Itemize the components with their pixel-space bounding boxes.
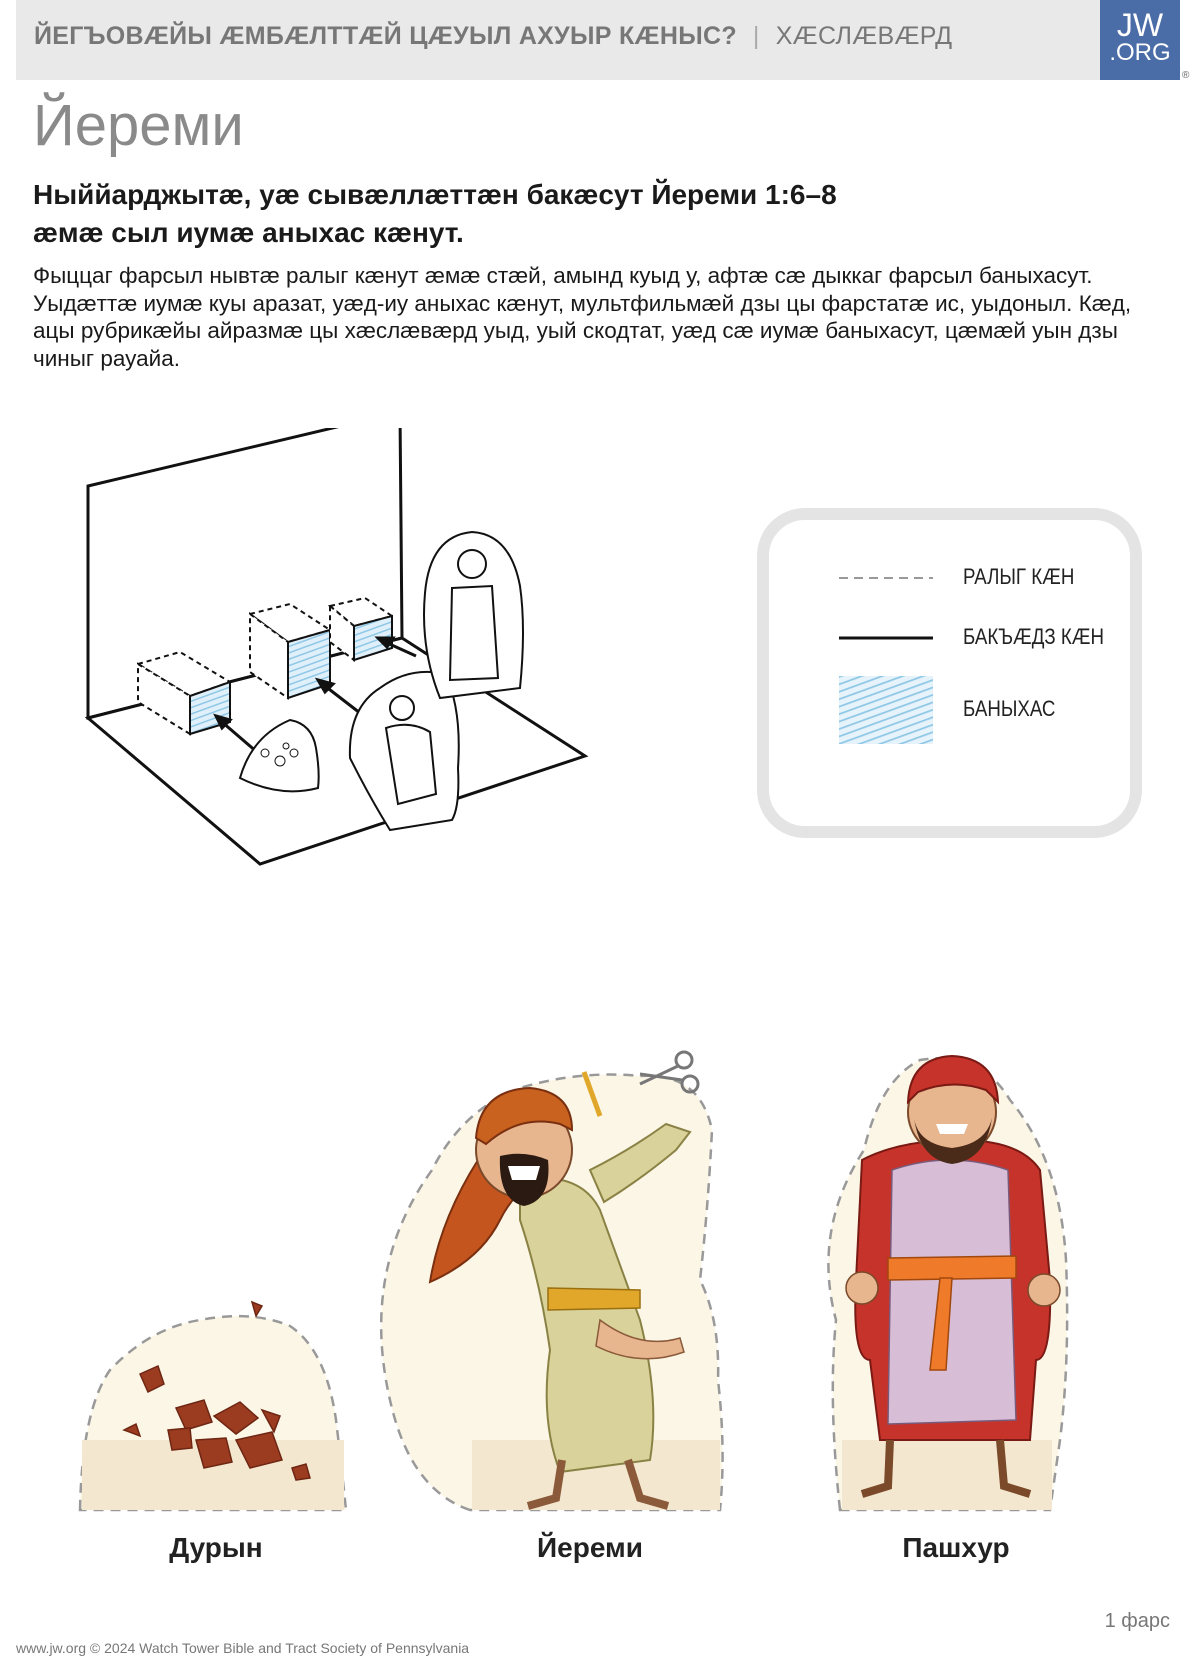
header-text: [34, 22, 952, 51]
cutout-illustrations: [0, 1020, 1200, 1520]
registered-mark: ®: [1182, 70, 1190, 81]
jeremiah-cutout[interactable]: [381, 1052, 722, 1510]
dashed-line-icon: [839, 558, 935, 598]
header-separator: |: [752, 22, 760, 50]
legend: [757, 508, 1142, 838]
logo-jw: JW: [1116, 7, 1164, 43]
page-number: 1 фарс: [1104, 1610, 1170, 1632]
assembly-diagram: [80, 428, 640, 878]
jw-org-logo[interactable]: [1100, 0, 1180, 80]
series-title: ЙЕГЪОВÆЙЫ ÆМБÆЛТТÆЙ ЦÆУЫЛ АХУЫР КÆНЫС?: [34, 22, 737, 50]
pot-shards-cutout[interactable]: [80, 1302, 346, 1510]
logo-org: .ORG: [1109, 39, 1171, 66]
pashhur-cutout[interactable]: [828, 1056, 1067, 1510]
instruction-line-2: æмæ сыл иумæ аныхас кæнут.: [33, 217, 464, 248]
instruction-line-1: Ныййарджытæ, уæ сывæллæттæн бакæсут Йереми 1:6–8: [33, 179, 837, 210]
label-jeremiah: Йереми: [537, 1532, 643, 1563]
body-text: Фыццаг фарсыл нывтæ ралыг кæнут æмæ стæй, амынд куыд у, афтæ сæ дыккаг фарсыл баныхасут. Уыдæттæ иумæ куы аразат, уæд-иу аныхас кæнут, мультфильмæй дзы цы фарстатæ ис, уыдоныл. Кæд, ацы рубрикæйы айразмæ цы хæслæвæрд уыд, уый скодтат, уæд сæ иумæ баныхасут, цæмæй уын дзы чиныг рауайа.: [33, 263, 1132, 371]
page-title: Йереми: [33, 93, 244, 158]
label-pot: Дурын: [169, 1532, 263, 1563]
label-pashhur: Пашхур: [902, 1532, 1010, 1563]
legend-fold-label: БАКЪÆДЗ КÆН: [963, 624, 1104, 649]
section-title: ХÆСЛÆВÆРД: [775, 22, 953, 50]
copyright: www.jw.org © 2024 Watch Tower Bible and Tract Society of Pennsylvania: [16, 1640, 470, 1656]
glue-area-icon: [839, 676, 935, 746]
instruction: [33, 176, 1133, 252]
pashhur-cutout-sketch: [424, 532, 523, 698]
legend-glue-label: БАНЫХАС: [963, 696, 1056, 721]
solid-line-icon: [839, 618, 935, 658]
legend-cut-label: РАЛЫГ КÆН: [963, 564, 1075, 589]
